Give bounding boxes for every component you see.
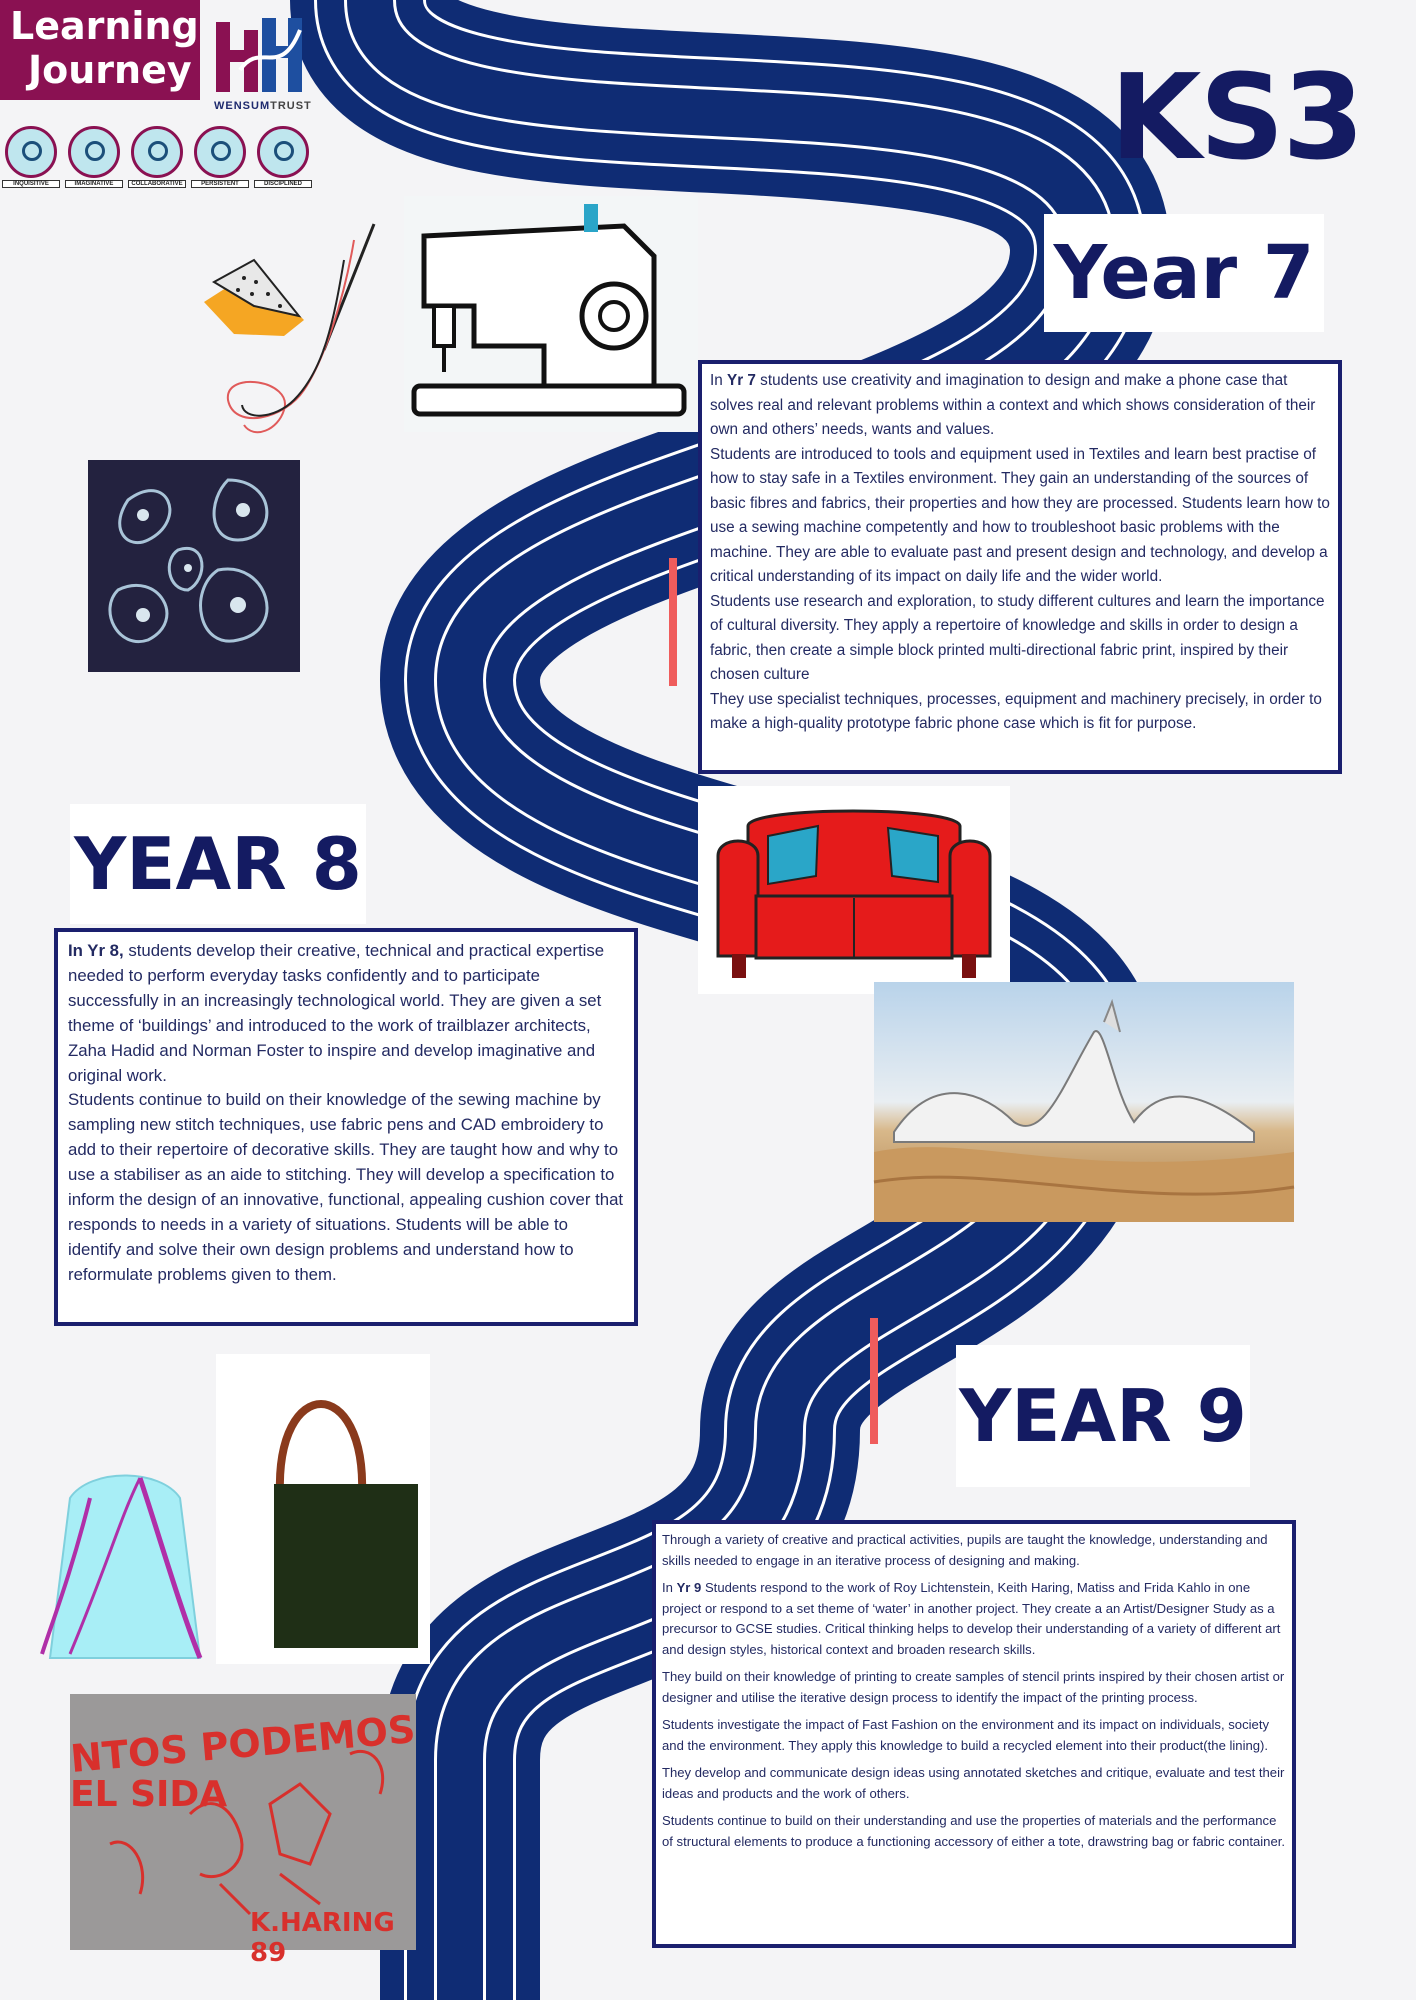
year-9-heading: YEAR 9 — [956, 1345, 1250, 1487]
year-8-description — [54, 928, 638, 1326]
thimble-needle-illustration — [194, 220, 394, 450]
futuristic-architecture-image — [874, 982, 1294, 1222]
timeline-marker-year-9 — [870, 1318, 878, 1444]
sofa-image — [698, 786, 1010, 994]
page-title: KS3 — [1110, 48, 1363, 186]
trait-persistent: PERSISTENT — [191, 126, 249, 194]
year-9-paragraph-3: Students investigate the impact of Fast Fashion on the environment and its impact on individuals, society and the environment. They apply this knowledge to build a recycled element into their product(the lining). — [662, 1717, 1270, 1753]
logo-line-2: Journey — [28, 48, 192, 92]
year-9-intro: Through a variety of creative and practical activities, pupils are taught the knowledge, understanding and skills needed to engage in an iterative process of designing and making. — [662, 1532, 1268, 1568]
keith-haring-mural-image — [68, 1694, 418, 1968]
mural-text-line-1: NTOS PODEMOS — [68, 1707, 418, 1781]
paisley-fabric-image — [88, 460, 300, 672]
year-9-paragraph-4: They develop and communicate design ideas using annotated sketches and critique, evaluate and test their ideas and products and the work of others. — [662, 1765, 1285, 1801]
trait-imaginative: IMAGINATIVE — [65, 126, 123, 194]
year-9-description — [652, 1520, 1296, 1948]
year-9-paragraph-2: They build on their knowledge of printing to create samples of stencil prints inspired by their chosen artist or designer and utilise the iterative design process to identify the impact of the printing process. — [662, 1669, 1285, 1705]
year-9-paragraph-5: Students continue to build on their understanding and use the properties of materials and the performance of structural elements to produce a functioning accessory of either a tote, drawstring bag or fabric container. — [662, 1813, 1286, 1849]
year-8-paragraph-1: In Yr 8, students develop their creative, technical and practical expertise needed to perform everyday tasks confidently and to participate successfully in an increasingly technological world. They are given a set theme of ‘buildings’ and introduced to the work of trailblazer architects, Zaha Hadid and Norman Foster to inspire and develop imaginative and original work. — [68, 941, 605, 1085]
year-7-paragraph-2: Students are introduced to tools and equipment used in Textiles and learn best practise of how to stay safe in a Textiles environment. They gain an understanding of the sources of basic fibres and fabrics, their properties and how they are processed. Students learn how to use a sewing machine competently and how to troubleshoot basic problems with the machine. They are able to evaluate past and present design and technology, and develop a critical understanding of its impact on daily life and the wider world. — [710, 445, 1330, 585]
drawstring-bag-image — [30, 1458, 220, 1678]
trait-inquisitive: INQUISITIVE — [2, 126, 60, 194]
group-icon — [148, 141, 168, 161]
tote-bag-image — [216, 1354, 430, 1664]
year-7-heading: Year 7 — [1044, 214, 1324, 332]
year-7-paragraph-4: They use specialist techniques, processes, equipment and machinery precisely, in order to make a high-quality prototype fabric phone case which is fit for purpose. — [710, 690, 1322, 732]
mural-text-line-2: EL SIDA — [70, 1774, 228, 1815]
trust-name: WENSUMTRUST — [214, 100, 312, 112]
mural-signature: K.HARING 89 — [250, 1908, 395, 1968]
checklist-icon — [211, 141, 231, 161]
magnifier-icon — [22, 141, 42, 161]
year-7-paragraph-3: Students use research and exploration, to study different cultures and learn the importance of cultural diversity. They apply a repertoire of knowledge and skills in order to design a fabric, then create a simple block printed multi-directional fabric print, inspired by their chosen culture — [710, 592, 1325, 683]
year-8-heading: YEAR 8 — [70, 804, 366, 924]
year-7-paragraph-1: In Yr 7 students use creativity and imagination to design and make a phone case that solves real and relevant problems within a context and which shows consideration of their own and others’ needs, wants and values. — [710, 372, 1316, 438]
learner-traits — [2, 126, 322, 194]
trait-disciplined: DISCIPLINED — [254, 126, 312, 194]
lightbulb-head-icon — [85, 141, 105, 161]
year-9-paragraph-1: In Yr 9 Students respond to the work of Roy Lichtenstein, Keith Haring, Matiss and Frida Kahlo in one project or respond to a set theme of ‘water’ in another project. They create a an Artist/Designer Study as a precursor to GCSE studies. Critical thinking helps to develop their understanding of a variety of different art and design styles, historical context and broaden research skills. — [662, 1580, 1281, 1657]
timeline-marker-year-7 — [669, 558, 677, 686]
year-8-paragraph-2: Students continue to build on their knowledge of the sewing machine by sampling new stitch techniques, use fabric pens and CAD embroidery to add to their repertoire of decorative skills. They are taught how and why to use a stabiliser as an aide to stitching. They will develop a specification to inform the design of an innovative, functional, appealing cushion cover that responds to needs in a variety of situations. Students will be able to identify and solve their own design problems and understand how to reformulate problems given to them. — [68, 1090, 624, 1284]
logo-line-1: Learning — [10, 4, 199, 48]
trait-collaborative: COLLABORATIVE — [128, 126, 186, 194]
brain-head-icon — [274, 141, 294, 161]
sewing-machine-illustration — [404, 196, 698, 432]
year-7-description — [698, 360, 1342, 774]
learning-journey-logo — [0, 0, 200, 100]
